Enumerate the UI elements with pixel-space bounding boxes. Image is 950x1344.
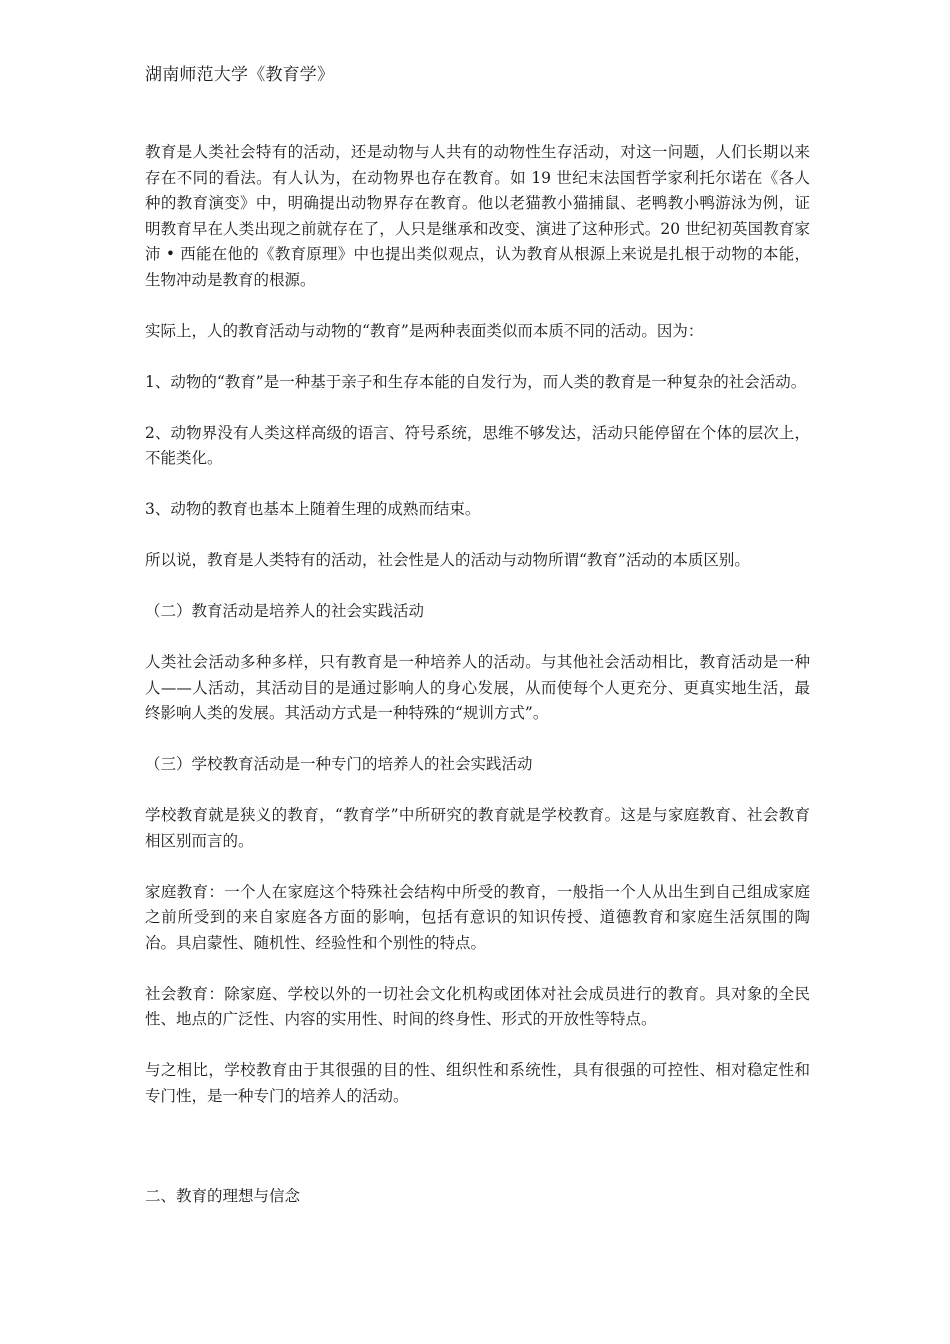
- list-item: 2、动物界没有人类这样高级的语言、符号系统，思维不够发达，活动只能停留在个体的层次上，不能类化。: [145, 423, 810, 467]
- paragraph: 学校教育就是狭义的教育，“教育学”中所研究的教育就是学校教育。这是与家庭教育、社会教育相区别而言的。: [145, 806, 810, 850]
- paragraph: 社会教育：除家庭、学校以外的一切社会文化机构或团体对社会成员进行的教育。具对象的全民性、地点的广泛性、内容的实用性、时间的终身性、形式的开放性等特点。: [145, 984, 810, 1028]
- paragraph: 所以说，教育是人类特有的活动，社会性是人的活动与动物所谓“教育”活动的本质区别。: [145, 551, 750, 569]
- subsection-heading: （三）学校教育活动是一种专门的培养人的社会实践活动: [145, 755, 533, 773]
- paragraph: 教育是人类社会特有的活动，还是动物与人共有的动物性生存活动，对这一问题，人们长期以来存在不同的看法。有人认为，在动物界也存在教育。如 19 世纪末法国哲学家利托尔诺在《各人种的教育演变》中，明确提出动物界存在教育。他以老猫教小猫捕鼠、老鸭教小鸭游泳为例，证明教育早在人类出现之前就存在了，人只是继承和改变、演进了这种形式。20 世纪初英国教育家沛 • 西能在他的《教育原理》中也提出类似观点，认为教育从根源上来说是扎根于动物的本能，生物冲动是教育的根源。: [145, 143, 810, 289]
- section-heading: 二、教育的理想与信念: [145, 1187, 301, 1205]
- list-item: 1、动物的“教育”是一种基于亲子和生存本能的自发行为，而人类的教育是一种复杂的社会活动。: [145, 372, 807, 391]
- paragraph: 实际上，人的教育活动与动物的“教育”是两种表面类似而本质不同的活动。因为：: [145, 321, 704, 340]
- page-header: 湖南师范大学《教育学》: [145, 65, 335, 85]
- subsection-heading: （二）教育活动是培养人的社会实践活动: [145, 602, 425, 620]
- paragraph: 与之相比，学校教育由于其很强的目的性、组织性和系统性，具有很强的可控性、相对稳定性和专门性，是一种专门的培养人的活动。: [145, 1061, 810, 1105]
- list-item: 3、动物的教育也基本上随着生理的成熟而结束。: [145, 500, 481, 518]
- paragraph: 人类社会活动多种多样，只有教育是一种培养人的活动。与其他社会活动相比，教育活动是一种人——人活动，其活动目的是通过影响人的身心发展，从而使每个人更充分、更真实地生活，最终影响人类的发展。其活动方式是一种特殊的“规训方式”。: [145, 653, 810, 722]
- paragraph: 家庭教育：一个人在家庭这个特殊社会结构中所受的教育，一般指一个人从出生到自己组成家庭之前所受到的来自家庭各方面的影响，包括有意识的知识传授、道德教育和家庭生活氛围的陶冶。具启蒙性、随机性、经验性和个别性的特点。: [145, 882, 810, 952]
- document-body: [145, 140, 810, 1135]
